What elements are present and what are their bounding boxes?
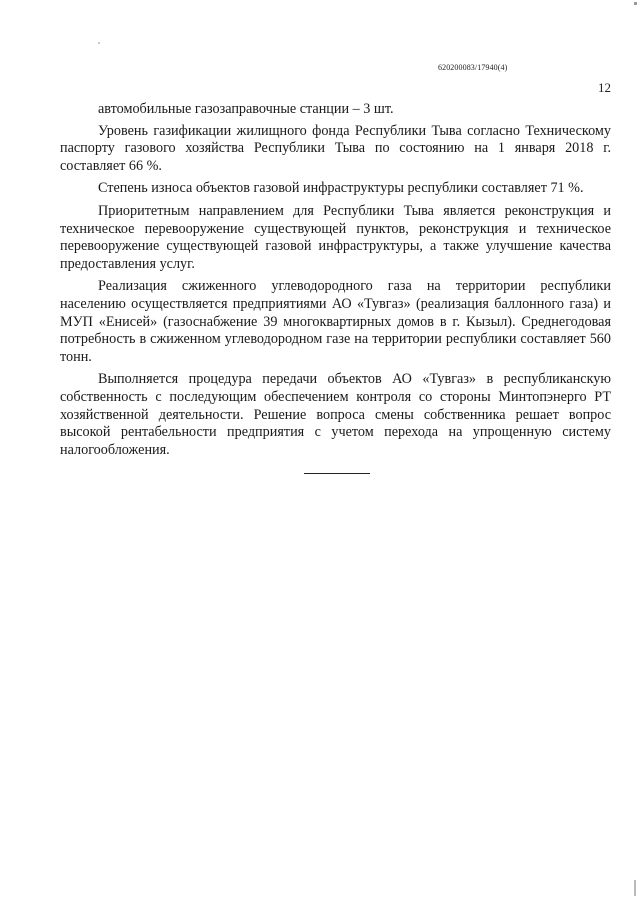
paragraph: Уровень газификации жилищного фонда Республики Тыва согласно Техническому паспорту газового хозяйства Республики Тыва по состоянию на 1 января 2018 г. составляет 66 %. [60,122,611,174]
scan-artifact [98,42,100,44]
page-number: 12 [598,80,611,95]
paragraph: Реализация сжиженного углеводородного газа на территории республики населению осуществляется предприятиями АО «Тувгаз» (реализация баллонного газа) и МУП «Енисей» (газоснабжение 39 многоквартирных домов в г. Кызыл). Среднегодовая потребность в сжиженном углеводородном газе на территории республики составляет 560 тонн. [60,278,611,365]
end-separator-line [304,473,370,474]
paragraph: Выполняется процедура передачи объектов АО «Тувгаз» в республиканскую собственность с последующим обеспечением контроля со стороны Минтопэнерго РТ хозяйственной деятельности. Решение вопроса смены собственника решает вопрос высокой рентабельности предприятия с учетом перехода на упрощенную систему налогообложения. [60,371,611,458]
paragraph: Степень износа объектов газовой инфраструктуры республики составляет 71 %. [98,180,584,197]
scan-artifact [634,2,637,5]
paragraph: автомобильные газозаправочные станции – 3 шт. [98,101,394,117]
scan-artifact [634,880,636,896]
document-id: 620200083/17940(4) [438,63,508,72]
paragraph: Приоритетным направлением для Республики Тыва является реконструкция и техническое перевооружение существующей пунктов, реконструкция и техническое перевооружение существующей газовой инфраструктуры, а также улучшение качества предоставления услуг. [60,202,611,272]
body-text [60,101,611,459]
